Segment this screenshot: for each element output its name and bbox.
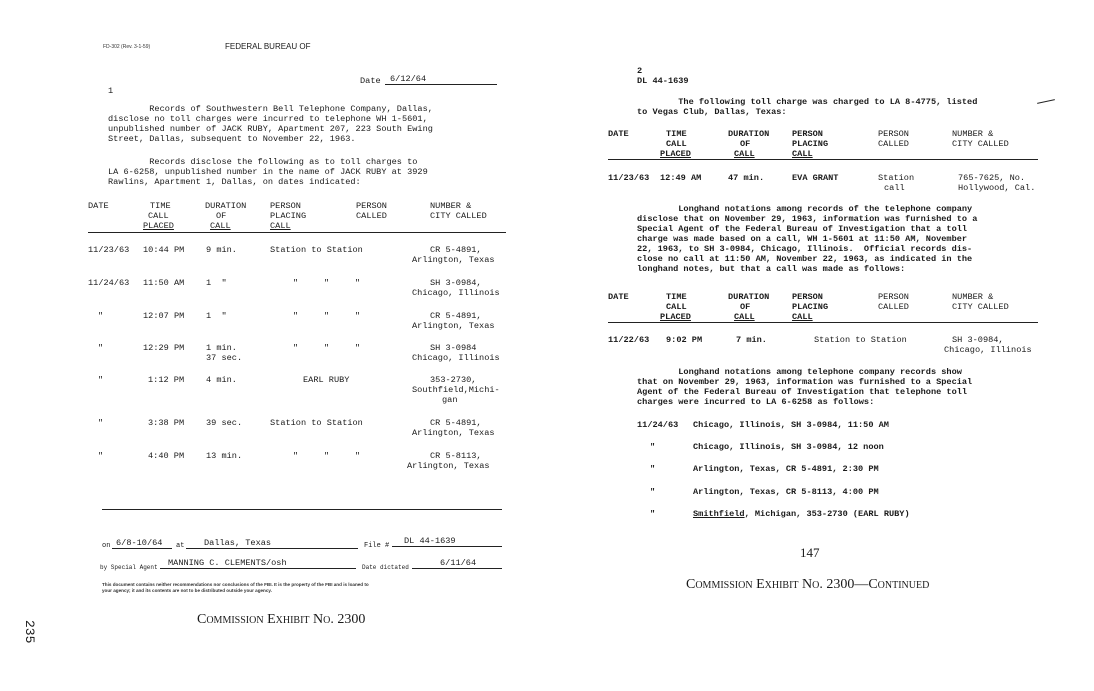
text-line: that on November 29, 1963, information was furnished to a Special bbox=[637, 377, 973, 387]
col-person-placing: PLACING bbox=[792, 139, 829, 149]
col-person-placing: CALL bbox=[792, 312, 813, 322]
col-time: TIME bbox=[150, 201, 171, 211]
on-label: on bbox=[102, 542, 111, 550]
table-cell-time: 4:40 PM bbox=[148, 451, 185, 461]
right-para2 bbox=[637, 204, 977, 274]
text-line: 22, 1963, to SH 3-0984, Chicago, Illinois. Official records dis- bbox=[637, 244, 973, 254]
table-cell-number: Chicago, Illinois bbox=[412, 353, 500, 363]
col-time: PLACED bbox=[660, 149, 691, 159]
table-cell-time: 3:38 PM bbox=[148, 418, 185, 428]
col-time: CALL bbox=[666, 139, 687, 149]
table-cell-called: call bbox=[884, 183, 905, 193]
table-cell-date: 11/23/63 bbox=[608, 173, 650, 183]
table-cell-date: 11/23/63 bbox=[88, 245, 130, 255]
table-cell-duration: 7 min. bbox=[736, 335, 767, 345]
col-duration: CALL bbox=[734, 149, 755, 159]
col-duration: OF bbox=[740, 139, 751, 149]
table-cell-duration: 1 min. bbox=[206, 343, 237, 353]
col-number: CITY CALLED bbox=[430, 211, 487, 221]
text-line: charges were incurred to LA 6-6258 as follows: bbox=[637, 397, 875, 407]
list-item: Arlington, Texas, CR 5-4891, 2:30 PM bbox=[693, 464, 879, 474]
col-person-called: CALLED bbox=[878, 139, 909, 149]
list-item: Chicago, Illinois, SH 3-0984, 12 noon bbox=[693, 442, 884, 452]
at-value: Dallas, Texas bbox=[204, 538, 272, 548]
table-cell-number: CR 5-4891, bbox=[430, 418, 482, 428]
col-person-called: PERSON bbox=[878, 129, 909, 139]
table-cell-number: Chicago, Illinois bbox=[412, 288, 500, 298]
table-cell-number: 353-2730, bbox=[430, 375, 477, 385]
footer-rule bbox=[102, 509, 502, 510]
table-cell-number: CR 5-4891, bbox=[430, 311, 482, 321]
col-time: TIME bbox=[666, 292, 687, 302]
list-item-date: " bbox=[650, 509, 656, 519]
table-cell-duration: 39 sec. bbox=[206, 418, 243, 428]
table-cell-duration: 4 min. bbox=[206, 375, 237, 385]
right-bottom-number: 147 bbox=[800, 545, 820, 560]
field-rule bbox=[112, 548, 172, 549]
at-label: at bbox=[176, 542, 185, 550]
col-person-placing: PERSON bbox=[792, 292, 823, 302]
table-cell-number: gan bbox=[442, 395, 458, 405]
col-person-placing: PLACING bbox=[270, 211, 307, 221]
table-cell-date: " bbox=[98, 418, 104, 428]
header-rule bbox=[608, 322, 1038, 323]
header-rule bbox=[608, 159, 1038, 160]
col-person-placing: PLACING bbox=[792, 302, 829, 312]
list-item-date: " bbox=[650, 487, 656, 497]
table-cell-called: Station bbox=[878, 173, 915, 183]
on-value: 6/8-10/64 bbox=[116, 538, 163, 548]
date-value: 6/12/64 bbox=[390, 74, 427, 84]
table-cell-duration: 37 sec. bbox=[206, 353, 243, 363]
text-line: Longhand notations among telephone company records show bbox=[637, 367, 962, 377]
header-rule bbox=[88, 232, 506, 233]
table-cell-number: SH 3-0984, bbox=[952, 335, 1004, 345]
left-para2 bbox=[108, 157, 428, 187]
table-cell-date: " bbox=[98, 451, 104, 461]
table-cell-number: Arlington, Texas bbox=[407, 461, 490, 471]
list-item-prefix: Smithfield bbox=[693, 509, 745, 519]
col-duration: CALL bbox=[734, 312, 755, 322]
list-item bbox=[693, 509, 910, 519]
col-person-called: CALLED bbox=[356, 211, 387, 221]
form-number: FD-302 (Rev. 3-1-59) bbox=[103, 44, 151, 50]
side-page-number: 235 bbox=[22, 620, 37, 644]
date-label: Date bbox=[360, 76, 381, 86]
list-item: Arlington, Texas, CR 5-8113, 4:00 PM bbox=[693, 487, 879, 497]
col-duration: OF bbox=[740, 302, 751, 312]
table-cell-placing: EVA GRANT bbox=[792, 173, 839, 183]
text-line: Street, Dallas, subsequent to November 22, 1963. bbox=[108, 134, 356, 144]
table-cell-time: 1:12 PM bbox=[148, 375, 185, 385]
table-cell-time: 12:07 PM bbox=[143, 311, 185, 321]
text-line: Rawlins, Apartment 1, Dallas, on dates indicated: bbox=[108, 177, 361, 187]
col-number: NUMBER & bbox=[952, 129, 994, 139]
col-duration: DURATION bbox=[728, 129, 770, 139]
table-cell-date: " bbox=[98, 311, 104, 321]
col-time: PLACED bbox=[143, 221, 174, 231]
fbi-notice: your agency; it and its contents are not to be distributed outside your agency. bbox=[102, 588, 272, 593]
col-time: CALL bbox=[666, 302, 687, 312]
stray-mark bbox=[1037, 99, 1055, 104]
table-cell-time: 12:29 PM bbox=[143, 343, 185, 353]
right-caption: Commission Exhibit No. 2300—Continued bbox=[686, 577, 930, 592]
text-line: Records of Southwestern Bell Telephone Company, Dallas, bbox=[108, 104, 433, 114]
table-cell-number: Arlington, Texas bbox=[412, 428, 495, 438]
list-item: Chicago, Illinois, SH 3-0984, 11:50 AM bbox=[693, 420, 889, 430]
col-person-placing: PERSON bbox=[792, 129, 823, 139]
field-rule bbox=[412, 568, 502, 569]
col-date: DATE bbox=[88, 201, 109, 211]
col-time: PLACED bbox=[660, 312, 691, 322]
table-cell-placing: Station to Station bbox=[814, 335, 907, 345]
col-number: CITY CALLED bbox=[952, 302, 1009, 312]
text-line: unpublished number of JACK RUBY, Apartment 207, 223 South Ewing bbox=[108, 124, 433, 134]
left-para1 bbox=[108, 104, 433, 144]
table-cell-number: 765-7625, No. bbox=[958, 173, 1026, 183]
table-cell-duration: 1 " bbox=[206, 278, 227, 288]
list-item-date: 11/24/63 bbox=[637, 420, 679, 430]
field-rule bbox=[186, 548, 358, 549]
text-line: Records disclose the following as to toll charges to bbox=[108, 157, 418, 167]
table-cell-date: " bbox=[98, 343, 104, 353]
col-time: CALL bbox=[148, 211, 169, 221]
right-para3 bbox=[637, 367, 972, 407]
list-item-date: " bbox=[650, 442, 656, 452]
col-person-called: CALLED bbox=[878, 302, 909, 312]
table-cell-placing: " " " bbox=[293, 343, 361, 353]
table-cell-time: 9:02 PM bbox=[666, 335, 703, 345]
text-line: The following toll charge was charged to LA 8-4775, listed bbox=[637, 97, 978, 107]
dictated-label: Date dictated bbox=[362, 564, 409, 571]
list-item-date: " bbox=[650, 464, 656, 474]
col-duration: CALL bbox=[210, 221, 231, 231]
text-line: Special Agent of the Federal Bureau of Investigation that a toll bbox=[637, 224, 968, 234]
table-cell-placing: Station to Station bbox=[270, 245, 363, 255]
table-cell-duration: 1 " bbox=[206, 311, 227, 321]
table-cell-number: SH 3-0984, bbox=[430, 278, 482, 288]
col-duration: DURATION bbox=[205, 201, 247, 211]
text-line: disclose no toll charges were incurred to telephone WH 1-5601, bbox=[108, 114, 428, 124]
col-person-placing: PERSON bbox=[270, 201, 301, 211]
col-duration: DURATION bbox=[728, 292, 770, 302]
right-para1 bbox=[637, 97, 977, 117]
table-cell-time: 12:49 AM bbox=[660, 173, 702, 183]
col-person-called: PERSON bbox=[878, 292, 909, 302]
table-cell-date: 11/24/63 bbox=[88, 278, 130, 288]
table-cell-placing: " " " bbox=[293, 278, 361, 288]
right-file-number: DL 44-1639 bbox=[637, 76, 689, 86]
col-time: TIME bbox=[666, 129, 687, 139]
file-label: File # bbox=[364, 542, 390, 550]
table-cell-number: Chicago, Illinois bbox=[944, 345, 1032, 355]
text-line: to Vegas Club, Dallas, Texas: bbox=[637, 107, 787, 117]
field-rule bbox=[160, 568, 356, 569]
date-rule bbox=[385, 84, 497, 85]
table-cell-placing: " " " bbox=[293, 451, 361, 461]
col-number: NUMBER & bbox=[952, 292, 994, 302]
table-cell-duration: 47 min. bbox=[728, 173, 765, 183]
table-cell-placing: " " " bbox=[293, 311, 361, 321]
col-duration: OF bbox=[216, 211, 227, 221]
dictated-value: 6/11/64 bbox=[440, 558, 477, 568]
table-cell-duration: 9 min. bbox=[206, 245, 237, 255]
table-cell-placing: Station to Station bbox=[270, 418, 363, 428]
table-cell-date: " bbox=[98, 375, 104, 385]
col-person-called: PERSON bbox=[356, 201, 387, 211]
col-date: DATE bbox=[608, 129, 629, 139]
bureau-header: FEDERAL BUREAU OF bbox=[225, 42, 311, 51]
table-cell-duration: 13 min. bbox=[206, 451, 243, 461]
col-date: DATE bbox=[608, 292, 629, 302]
table-cell-number: Arlington, Texas bbox=[412, 255, 495, 265]
table-cell-date: 11/22/63 bbox=[608, 335, 650, 345]
file-value: DL 44-1639 bbox=[404, 536, 456, 546]
table-cell-number: SH 3-0984 bbox=[430, 343, 477, 353]
text-line: charge was made based on a call, WH 1-5601 at 11:50 AM, November bbox=[637, 234, 968, 244]
text-line: LA 6-6258, unpublished number in the name of JACK RUBY at 3929 bbox=[108, 167, 428, 177]
table-cell-number: CR 5-4891, bbox=[430, 245, 482, 255]
right-page-number: 2 bbox=[637, 66, 643, 76]
text-line: Longhand notations among records of the telephone company bbox=[637, 204, 973, 214]
by-value: MANNING C. CLEMENTS/osh bbox=[168, 558, 287, 568]
text-line: disclose that on November 29, 1963, information was furnished to a bbox=[637, 214, 978, 224]
fbi-notice: This document contains neither recommendations nor conclusions of the FBI. It is the property of the FBI and is loaned to bbox=[102, 582, 369, 587]
by-label: by Special Agent bbox=[100, 564, 158, 571]
table-cell-number: Hollywood, Cal. bbox=[958, 183, 1036, 193]
table-cell-time: 10:44 PM bbox=[143, 245, 185, 255]
left-page-number: 1 bbox=[108, 86, 114, 96]
list-item-text: , Michigan, 353-2730 (EARL RUBY) bbox=[744, 509, 910, 519]
text-line: longhand notes, but that a call was made as follows: bbox=[637, 264, 906, 274]
table-cell-placing: EARL RUBY bbox=[303, 375, 350, 385]
col-number: NUMBER & bbox=[430, 201, 472, 211]
table-cell-number: Southfield,Michi- bbox=[412, 385, 500, 395]
col-person-placing: CALL bbox=[270, 221, 291, 231]
left-caption: Commission Exhibit No. 2300 bbox=[197, 612, 366, 627]
text-line: Agent of the Federal Bureau of Investigation that telephone toll bbox=[637, 387, 968, 397]
table-cell-number: Arlington, Texas bbox=[412, 321, 495, 331]
table-cell-time: 11:50 AM bbox=[143, 278, 185, 288]
table-cell-number: CR 5-8113, bbox=[430, 451, 482, 461]
col-person-placing: CALL bbox=[792, 149, 813, 159]
text-line: close no call at 11:50 AM, November 22, 1963, as indicated in the bbox=[637, 254, 973, 264]
field-rule bbox=[392, 546, 502, 547]
col-number: CITY CALLED bbox=[952, 139, 1009, 149]
